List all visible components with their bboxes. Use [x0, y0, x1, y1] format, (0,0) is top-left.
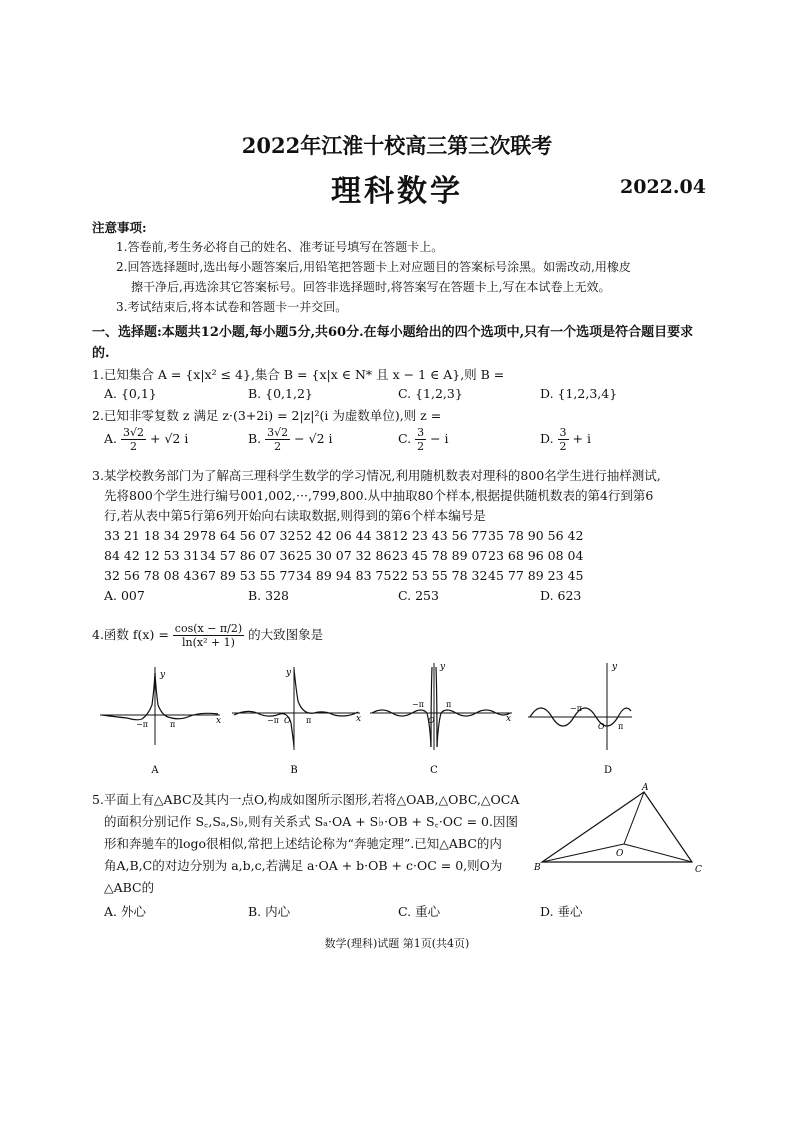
axis-y-label: y: [286, 668, 292, 678]
axis-x-label: x: [216, 716, 222, 726]
exam-title: 2022年江淮十校高三第三次联考: [241, 133, 553, 158]
question-2-stem: 2.已知非零复数 z 满足 z·(3+2i) = 2|z|²(i 为虚数单位),则 z =: [92, 408, 442, 423]
question-4-stem: 4.函数 f(x) = $\frac{\cos(x - \pi/2)}{\text{ln(x² + 1)}}$ 的大致图象是: [92, 622, 324, 649]
q5-option-b: B. 内心: [248, 904, 291, 919]
q3-option-b: B. 328: [248, 588, 289, 603]
axis-y-label: y: [160, 670, 166, 680]
axis-y-label: y: [440, 662, 446, 672]
q5-option-a: A. 外心: [104, 904, 146, 919]
q2-option-c: C. $\frac{3}{2}$ − i: [398, 426, 449, 453]
q5-option-d: D. 垂心: [540, 904, 583, 919]
pi-label: π: [618, 722, 624, 731]
random-table-cell: 67 89 53 55 77: [200, 568, 296, 583]
pi-label: π: [170, 720, 176, 729]
question-3-stem-line: 3.某学校教务部门为了解高三理科学生数学的学习情况,利用随机数表对理科的800名学生进行抽样测试,: [92, 468, 661, 483]
question-3-stem-line: 行,若从表中第5行第6列开始向右读取数据,则得到的第6个样本编号是: [104, 508, 486, 523]
graph-c: [370, 662, 512, 776]
triangle-figure: [532, 780, 712, 880]
note-item: 3.考试结束后,将本试卷和答题卡一并交回。: [116, 300, 348, 314]
question-5-stem-line: 的面积分别记作 S꜀,Sₐ,S♭,则有关系式 Sₐ·OA + S♭·OB + S꜀·OC = 0.因图: [104, 814, 518, 829]
random-table-cell: 25 30 07 32 86: [296, 548, 392, 563]
random-table-cell: 84 42 12 53 31: [104, 548, 200, 563]
graph-c-label: C: [430, 765, 438, 776]
question-1-stem: 1.已知集合 A = {x|x² ≤ 4},集合 B = {x|x ∈ N* 且 x − 1 ∈ A},则 B =: [92, 367, 505, 382]
axis-x-label: x: [506, 714, 512, 724]
graph-b-label: B: [290, 765, 298, 776]
q2-option-b: B. $\frac{3√2}{2}$ − √2 i: [248, 426, 333, 453]
vertex-c-label: C: [695, 865, 702, 875]
vertex-b-label: B: [534, 863, 541, 873]
neg-pi-label: −π: [267, 716, 279, 725]
q5-option-c: C. 重心: [398, 904, 441, 919]
graph-a-label: A: [151, 765, 159, 776]
note-item: 1.答卷前,考生务必将自己的姓名、准考证号填写在答题卡上。: [116, 240, 444, 254]
question-5-stem-line: 角A,B,C的对边分别为 a,b,c,若满足 a·OA + b·OB + c·OC = 0,则O为: [104, 858, 503, 873]
section-heading: 一、选择题:本题共12小题,每小题5分,共60分.在每小题给出的四个选项中,只有一个选项是符合题目要求的.: [92, 325, 694, 361]
neg-pi-label: −π: [412, 700, 424, 709]
origin-label: O: [598, 722, 605, 731]
random-table-cell: 12 23 43 56 77: [392, 528, 488, 543]
graph-d-label: D: [603, 765, 613, 776]
random-table-cell: 35 78 90 56 42: [488, 528, 584, 543]
random-table-cell: 22 53 55 78 32: [392, 568, 488, 583]
exam-date: 2022.04: [620, 176, 706, 198]
q1-option-b: B. {0,1,2}: [248, 386, 313, 401]
subject-title: 理科数学: [331, 174, 463, 209]
question-5-stem-line: 形和奔驰车的logo很相似,常把上述结论称为“奔驰定理”.已知△ABC的内: [104, 836, 502, 851]
q1-option-a: A. {0,1}: [104, 386, 157, 401]
graph-b: [232, 667, 361, 776]
vertex-a-label: A: [642, 783, 649, 793]
question-3-stem-line: 先将800个学生进行编号001,002,···,799,800.从中抽取80个样本,根据提供随机数表的第4行到第6: [104, 488, 654, 503]
q3-option-c: C. 253: [398, 588, 439, 603]
neg-pi-label: −π: [570, 704, 582, 713]
neg-pi-label: −π: [136, 720, 148, 729]
q2-option-d: D. $\frac{3}{2}$ + i: [540, 426, 591, 453]
question-5-stem-line: 5.平面上有△ABC及其内一点O,构成如图所示图形,若将△OAB,△OBC,△OCA: [92, 792, 520, 807]
random-table-cell: 23 45 78 89 07: [392, 548, 488, 563]
random-table-cell: 78 64 56 07 32: [200, 528, 296, 543]
pi-label: π: [306, 716, 312, 725]
random-table-cell: 34 57 86 07 36: [200, 548, 296, 563]
q3-option-a: A. 007: [104, 588, 145, 603]
note-item: 擦干净后,再选涂其它答案标号。回答非选择题时,将答案写在答题卡上,写在本试卷上无效。: [131, 280, 611, 294]
origin-label: O: [284, 716, 291, 725]
random-table-cell: 52 42 06 44 38: [296, 528, 392, 543]
point-o-label: O: [616, 849, 624, 859]
random-table-cell: 32 56 78 08 43: [104, 568, 200, 583]
q4-graphs: [92, 655, 632, 780]
axis-y-label: y: [612, 662, 618, 672]
random-table-cell: 33 21 18 34 29: [104, 528, 200, 543]
graph-a: [100, 667, 221, 776]
question-5-stem-line: △ABC的: [104, 880, 155, 895]
random-table-cell: 45 77 89 23 45: [488, 568, 584, 583]
q1-option-d: D. {1,2,3,4}: [540, 386, 618, 401]
pi-label: π: [446, 700, 452, 709]
random-table-cell: 23 68 96 08 04: [488, 548, 584, 563]
axis-x-label: x: [356, 714, 362, 724]
graph-d: [528, 662, 632, 776]
note-item: 2.回答选择题时,选出每小题答案后,用铅笔把答题卡上对应题目的答案标号涂黑。如需改动,用橡皮: [116, 260, 631, 274]
q2-option-a: A. $\frac{3√2}{2}$ + √2 i: [104, 426, 189, 453]
page-footer: 数学(理科)试题 第1页(共4页): [324, 937, 470, 950]
q3-option-d: D. 623: [540, 588, 582, 603]
q1-option-c: C. {1,2,3}: [398, 386, 463, 401]
notes-heading: 注意事项:: [92, 220, 147, 235]
random-table-cell: 34 89 94 83 75: [296, 568, 392, 583]
origin-label: O: [428, 716, 435, 725]
